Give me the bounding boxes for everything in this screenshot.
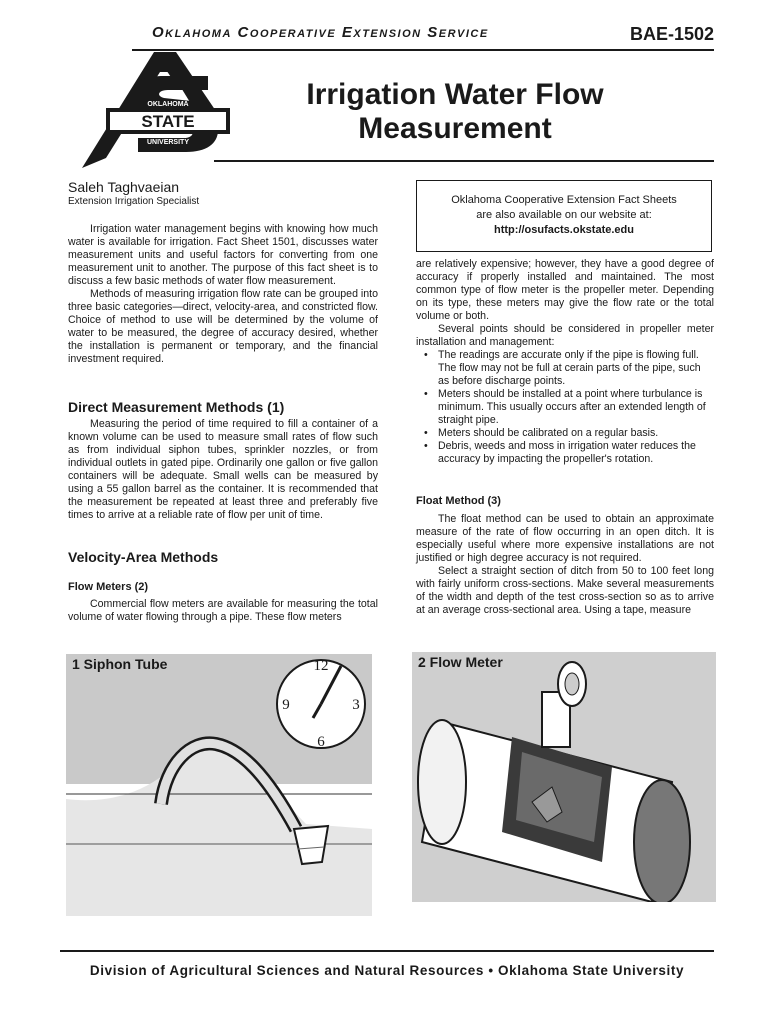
logo-top-text: OKLAHOMA bbox=[147, 101, 189, 108]
intro-paragraph: Irrigation water management begins with knowing how much water is available for irrigation. Fact Sheet 1501, discusses water measurement units and useful factors for converting from one measurement unit to another. The purpose of this fact sheet is to discuss a few basic methods of water flow measurement. bbox=[68, 223, 378, 287]
footer-text: Division of Agricultural Sciences and Natural Resources • Oklahoma State University bbox=[89, 963, 685, 978]
subheading-float-method: Float Method (3) bbox=[416, 495, 501, 507]
extension-service-name: Oklahoma Cooperative Extension Service bbox=[152, 24, 489, 41]
logo-bottom-text: UNIVERSITY bbox=[146, 139, 190, 146]
intro-text bbox=[68, 223, 378, 366]
title-line-1: Irrigation Water Flow bbox=[306, 78, 604, 111]
figure-2-label: 2 Flow Meter bbox=[418, 654, 503, 670]
clock-number-6: 6 bbox=[317, 734, 325, 750]
logo-main-text: STATE bbox=[141, 112, 195, 131]
figure-siphon-tube bbox=[66, 654, 372, 916]
osu-logo bbox=[76, 46, 246, 174]
author-name: Saleh Taghvaeian bbox=[68, 179, 180, 195]
section-heading-velocity: Velocity-Area Methods bbox=[68, 549, 219, 565]
direct-text bbox=[68, 418, 378, 522]
list-item: • Meters should be calibrated on a regular basis. bbox=[438, 427, 714, 440]
fact-sheet-code: BAE-1502 bbox=[630, 24, 715, 44]
clock-number-9: 9 bbox=[282, 697, 290, 713]
flow-meters-text bbox=[68, 598, 378, 624]
propeller-points-list bbox=[416, 349, 714, 466]
clock-number-3: 3 bbox=[352, 697, 360, 713]
website-link[interactable]: http://osufacts.okstate.edu bbox=[494, 224, 634, 236]
title-line-2: Measurement bbox=[358, 112, 552, 145]
footer-rule bbox=[60, 950, 714, 952]
float-method-text bbox=[416, 513, 714, 617]
list-item: • Meters should be installed at a point where turbulance is minimum. This usually occurs after an extended length of straight pipe. bbox=[438, 388, 714, 427]
propeller-meter-text bbox=[416, 258, 714, 466]
float-paragraph: Select a straight section of ditch from 50 to 100 feet long with fairly uniform cross-sections. Make several measurements of the width and depth of the test cross-section so as to arrive at an average cross-sectional area. Using a tape, measure bbox=[416, 565, 714, 616]
document-title bbox=[270, 78, 640, 146]
fact-sheet-info-box bbox=[416, 180, 712, 252]
float-paragraph: The float method can be used to obtain an approximate measure of the rate of flow occurring in an open ditch. It is especially useful where more expensive installations are not justified or high degree accuracy is not required. bbox=[416, 513, 714, 564]
title-rule bbox=[214, 160, 714, 162]
list-item: • Debris, weeds and moss in irrigation water reduces the accuracy by impacting the propeller's rotation. bbox=[438, 440, 714, 466]
figure-flow-meter bbox=[412, 652, 716, 902]
section-heading-direct: Direct Measurement Methods (1) bbox=[68, 399, 285, 415]
intro-paragraph: Methods of measuring irrigation flow rate can be grouped into three basic categories—direct, velocity-area, and constricted flow. Choice of method to use will be determined by the volume of water to be measured, the degree of accuracy desired, whether the installation is permanent or temporary, and the financial investment required. bbox=[68, 288, 378, 365]
subheading-flow-meters: Flow Meters (2) bbox=[68, 581, 149, 593]
fact-box-line: Oklahoma Cooperative Extension Fact Sheets bbox=[451, 194, 677, 206]
list-item: • The readings are accurate only if the pipe is flowing full. The flow may not be full at cerain parts of the pipe, such as before discharge points. bbox=[438, 349, 714, 388]
fact-box-line: are also available on our website at: bbox=[476, 209, 652, 221]
propeller-intro: Several points should be considered in propeller meter installation and management: bbox=[416, 323, 714, 348]
flow-meters-paragraph: Commercial flow meters are available for measuring the total volume of water flowing through a pipe. These flow meters bbox=[68, 598, 378, 623]
figure-1-label: 1 Siphon Tube bbox=[72, 656, 168, 672]
author-role: Extension Irrigation Specialist bbox=[68, 196, 200, 207]
flow-meters-continued: are relatively expensive; however, they have a good degree of accuracy if properly installed and maintained. The most common type of flow meter is the propeller meter. Depending on its type, these meters may give the flow rate or the total volume or both. bbox=[416, 258, 714, 322]
clock-number-12: 12 bbox=[313, 658, 329, 674]
direct-paragraph: Measuring the period of time required to fill a container of a known volume can be used to measure small rates of flow such as from individual siphon tubes, sprinkler nozzles, or from individual outlets in gated pipe. Ordinarily one gallon or five gallon containers will be adequate. Small wells can be measured by using a 55 gallon barrel as the container. It is recommended that the measurement be repeated at least three and preferably five times to arrive at a reliable rate of flow per unit of time. bbox=[68, 418, 378, 521]
